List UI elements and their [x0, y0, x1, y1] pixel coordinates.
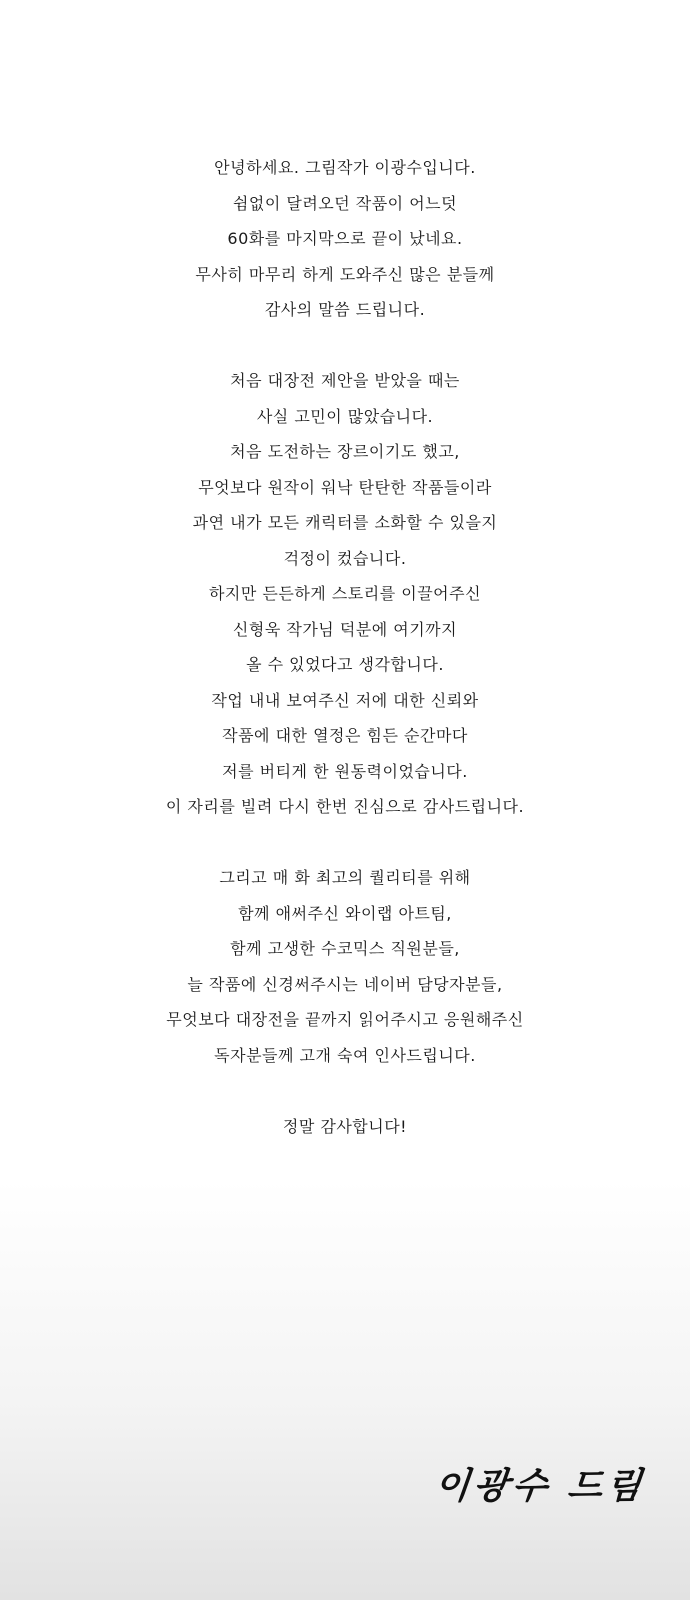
paragraph-reflection — [0, 363, 690, 825]
letter-line: 올 수 있었다고 생각합니다. — [246, 655, 444, 674]
letter-line: 처음 도전하는 장르이기도 했고, — [230, 442, 460, 461]
letter-line: 사실 고민이 많았습니다. — [256, 406, 434, 426]
paragraph-thanks — [0, 860, 690, 1073]
letter-body — [0, 150, 690, 1180]
letter-line: 작품에 대한 열정은 힘든 순간마다 — [222, 726, 468, 745]
letter-line: 정말 감사합니다! — [282, 1116, 408, 1136]
letter-line: 저를 버티게 한 원동력이었습니다. — [222, 761, 468, 781]
letter-line: 쉼없이 달려오던 작품이 어느덧 — [232, 193, 458, 213]
letter-line: 작업 내내 보여주신 저에 대한 신뢰와 — [211, 690, 479, 710]
letter-line: 늘 작품에 신경써주시는 네이버 담당자분들, — [187, 974, 503, 994]
letter-line: 함께 고생한 수코믹스 직원분들, — [230, 939, 460, 958]
letter-line: 함께 애써주신 와이랩 아트팀, — [238, 903, 452, 923]
letter-line: 그리고 매 화 최고의 퀄리티를 위해 — [219, 868, 471, 887]
paragraph-closing — [0, 1109, 690, 1145]
letter-line: 과연 내가 모든 캐릭터를 소화할 수 있을지 — [192, 513, 498, 532]
letter-line: 걱정이 컸습니다. — [283, 548, 407, 568]
letter-line: 독자분들께 고개 숙여 인사드립니다. — [214, 1045, 476, 1065]
letter-line: 무엇보다 원작이 워낙 탄탄한 작품들이라 — [198, 477, 492, 497]
letter-line: 처음 대장전 제안을 받았을 때는 — [230, 371, 460, 390]
paragraph-greeting — [0, 150, 690, 328]
letter-line: 무사히 마무리 하게 도와주신 많은 분들께 — [195, 264, 495, 284]
letter-line: 신형욱 작가님 덕분에 여기까지 — [232, 619, 458, 639]
letter-line: 감사의 말씀 드립니다. — [264, 300, 426, 319]
signature: 이광수 드림 — [432, 1466, 647, 1507]
letter-line: 안녕하세요. 그림작가 이광수입니다. — [214, 158, 476, 177]
letter-line: 이 자리를 빌려 다시 한번 진심으로 감사드립니다. — [165, 797, 525, 816]
letter-line: 60화를 마지막으로 끝이 났네요. — [227, 229, 463, 248]
letter-line: 하지만 든든하게 스토리를 이끌어주신 — [208, 584, 482, 603]
letter-line: 무엇보다 대장전을 끝까지 읽어주시고 응원해주신 — [166, 1010, 524, 1029]
